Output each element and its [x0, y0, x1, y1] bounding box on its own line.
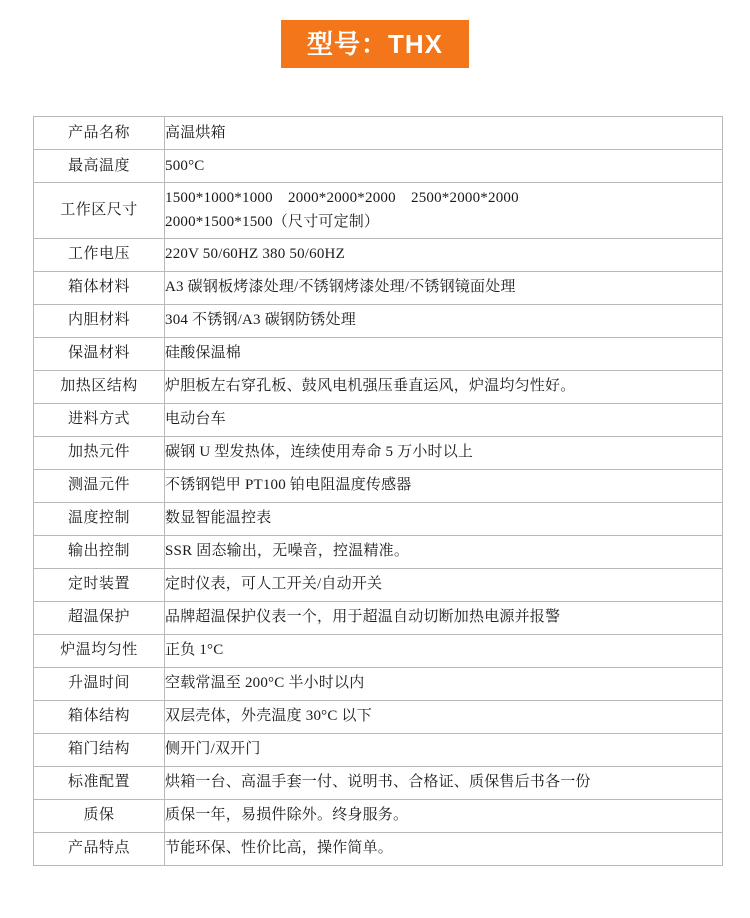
- spec-value-line: 炉胆板左右穿孔板、鼓风电机强压垂直运风，炉温均匀性好。: [165, 378, 576, 395]
- spec-row-label: 炉温均匀性: [34, 634, 165, 667]
- spec-row-label: 测温元件: [34, 469, 165, 502]
- spec-value-line: 定时仪表，可人工开关/自动开关: [165, 576, 383, 593]
- spec-row: [34, 337, 723, 370]
- spec-value-line: 节能环保、性价比高，操作简单。: [165, 840, 394, 857]
- spec-row-label: 超温保护: [34, 601, 165, 634]
- spec-value-line: 硅酸保温棉: [165, 345, 242, 362]
- spec-value-line: 500°C: [165, 157, 205, 174]
- spec-value-line: 220V 50/60HZ 380 50/60HZ: [165, 246, 345, 263]
- spec-row-label: 箱门结构: [34, 733, 165, 766]
- spec-row-label: 加热元件: [34, 436, 165, 469]
- spec-row-label: 箱体结构: [34, 700, 165, 733]
- spec-row: [34, 634, 723, 667]
- spec-row: [34, 238, 723, 271]
- spec-row-label: 保温材料: [34, 337, 165, 370]
- spec-row-value: [165, 370, 723, 403]
- spec-row: [34, 601, 723, 634]
- spec-value-line: 烘箱一台、高温手套一付、说明书、合格证、质保售后书各一份: [165, 774, 591, 791]
- spec-table-body: [34, 117, 723, 866]
- spec-value-line: 不锈钢铠甲 PT100 铂电阻温度传感器: [165, 477, 412, 494]
- spec-row: [34, 436, 723, 469]
- spec-row-value: [165, 667, 723, 700]
- spec-value-line: 正负 1°C: [165, 642, 224, 659]
- spec-row-value: [165, 733, 723, 766]
- spec-row-label: 产品名称: [34, 117, 165, 150]
- spec-value-line: 2000*1500*1500（尺寸可定制）: [165, 214, 380, 231]
- spec-row: [34, 469, 723, 502]
- spec-row-value: [165, 799, 723, 832]
- spec-table-container: [33, 116, 723, 866]
- spec-row: [34, 667, 723, 700]
- spec-row-value: [165, 634, 723, 667]
- spec-row: [34, 304, 723, 337]
- spec-row: [34, 370, 723, 403]
- spec-value-line: 数显智能温控表: [165, 510, 272, 527]
- spec-value-line: 品牌超温保护仪表一个，用于超温自动切断加热电源并报警: [165, 609, 561, 626]
- spec-row-value: [165, 436, 723, 469]
- model-banner-container: [0, 20, 750, 68]
- spec-row: [34, 183, 723, 239]
- spec-row-label: 升温时间: [34, 667, 165, 700]
- spec-row-label: 产品特点: [34, 832, 165, 865]
- spec-row-label: 工作电压: [34, 238, 165, 271]
- spec-row-label: 工作区尺寸: [34, 183, 165, 239]
- spec-row: [34, 733, 723, 766]
- spec-row-value: [165, 183, 723, 239]
- spec-row-value: [165, 535, 723, 568]
- spec-row-value: [165, 832, 723, 865]
- spec-row: [34, 568, 723, 601]
- spec-row-value: [165, 337, 723, 370]
- spec-row-value: [165, 238, 723, 271]
- spec-row-value: [165, 766, 723, 799]
- spec-row-label: 最高温度: [34, 150, 165, 183]
- spec-value-line: SSR 固态输出，无噪音，控温精准。: [165, 543, 410, 560]
- spec-row-value: [165, 271, 723, 304]
- spec-row-label: 内胆材料: [34, 304, 165, 337]
- spec-value-line: 1500*1000*1000 2000*2000*2000 2500*2000*2000: [165, 190, 519, 206]
- spec-row: [34, 832, 723, 865]
- spec-row: [34, 535, 723, 568]
- spec-row-value: [165, 502, 723, 535]
- spec-row-value: [165, 403, 723, 436]
- spec-value-line: 高温烘箱: [165, 124, 226, 141]
- spec-value-line: 电动台车: [165, 411, 226, 428]
- spec-row-value: [165, 150, 723, 183]
- spec-row: [34, 403, 723, 436]
- spec-row-label: 标准配置: [34, 766, 165, 799]
- spec-row-label: 定时装置: [34, 568, 165, 601]
- spec-row: [34, 700, 723, 733]
- spec-row-label: 输出控制: [34, 535, 165, 568]
- spec-row: [34, 766, 723, 799]
- spec-row-label: 温度控制: [34, 502, 165, 535]
- spec-value-line: 双层壳体，外壳温度 30°C 以下: [165, 708, 372, 725]
- spec-row: [34, 271, 723, 304]
- spec-row: [34, 117, 723, 150]
- spec-value-line: 侧开门/双开门: [165, 741, 261, 758]
- spec-row-label: 质保: [34, 799, 165, 832]
- spec-value-line: 304 不锈钢/A3 碳钢防锈处理: [165, 312, 356, 329]
- model-banner: 型号：THX: [281, 20, 469, 68]
- spec-value-line: 碳钢 U 型发热体，连续使用寿命 5 万小时以上: [165, 444, 474, 461]
- spec-row-value: [165, 700, 723, 733]
- spec-row-value: [165, 117, 723, 150]
- spec-row-value: [165, 568, 723, 601]
- spec-value-line: A3 碳钢板烤漆处理/不锈钢烤漆处理/不锈钢镜面处理: [165, 279, 516, 296]
- specification-table: [33, 116, 723, 866]
- spec-row-value: [165, 469, 723, 502]
- spec-row-value: [165, 601, 723, 634]
- spec-row-value: [165, 304, 723, 337]
- spec-row: [34, 150, 723, 183]
- spec-row: [34, 502, 723, 535]
- spec-row-label: 箱体材料: [34, 271, 165, 304]
- spec-row-label: 加热区结构: [34, 370, 165, 403]
- spec-value-line: 空载常温至 200°C 半小时以内: [165, 675, 365, 692]
- spec-row: [34, 799, 723, 832]
- spec-row-label: 进料方式: [34, 403, 165, 436]
- spec-value-line: 质保一年，易损件除外。终身服务。: [165, 807, 409, 824]
